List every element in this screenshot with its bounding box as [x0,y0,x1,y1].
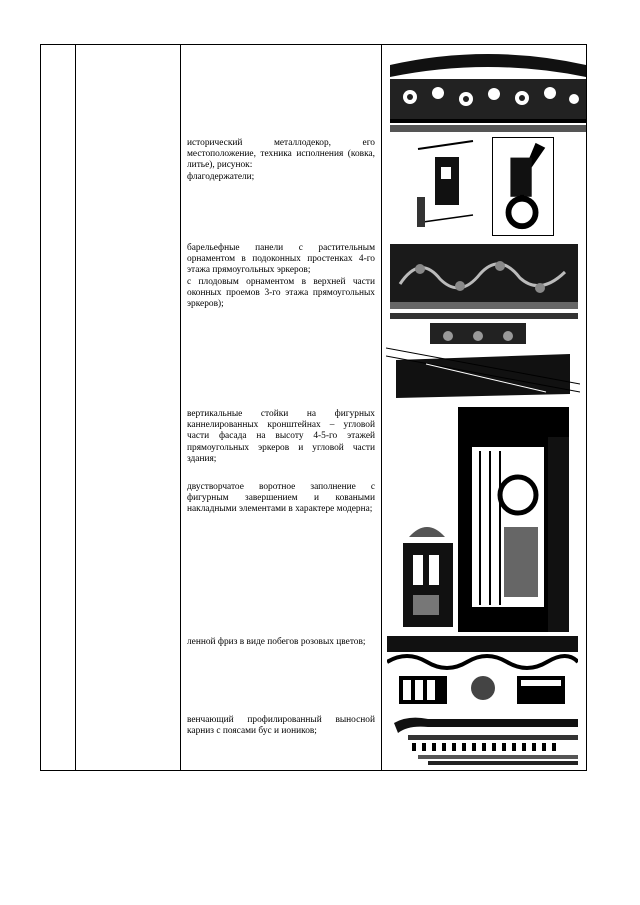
text-entry-relief-panels [187,243,375,310]
text-entry-gate [187,482,375,516]
entry-line: двустворчатое воротное заполнение с фигурным завершением и коваными накладными элементами в характере модерна; [187,482,375,515]
column-divider [180,45,181,770]
entry-line: ленной фриз в виде побегов розовых цветов; [187,637,366,647]
entry-line: исторический металлодекор, его местоположение, техника исполнения (ковка, литье), рисунок: [187,138,375,171]
gate-photo [458,407,569,632]
entry-line: барельефные панели с растительным орнаментом в подоконных простенках 4-го этажа прямоугольных эркеров; [187,243,375,276]
flag-holder-detail-photo [492,137,554,236]
text-entry-metal-decor [187,138,375,183]
flag-holder-photo [413,137,485,232]
entry-line: венчающий профилированный выносной карниз с поясами бус и иоников; [187,715,375,737]
bay-window-photo [386,344,580,400]
door-photo [399,507,456,627]
text-entry-rose-frieze [187,637,375,648]
rose-frieze-photo [387,636,578,711]
column-divider [381,45,382,770]
text-entry-cornice [187,715,375,737]
text-entry-vertical-posts [187,409,375,465]
relief-panel-photo [390,244,578,309]
ornamental-frieze-photo [390,47,586,132]
entry-line: вертикальные стойки на фигурных каннелированных кронштейнах – угловой части фасада на высоту 4-5-го этажей прямоугольных эркеров и угловой части здания; [187,409,375,464]
entry-line: флагодержатели; [187,171,255,182]
column-divider [75,45,76,770]
cornice-photo [388,713,578,768]
entry-line: с плодовым орнаментом в верхней части оконных проемов 3-го этажа прямоугольных эркеров); [187,276,375,310]
